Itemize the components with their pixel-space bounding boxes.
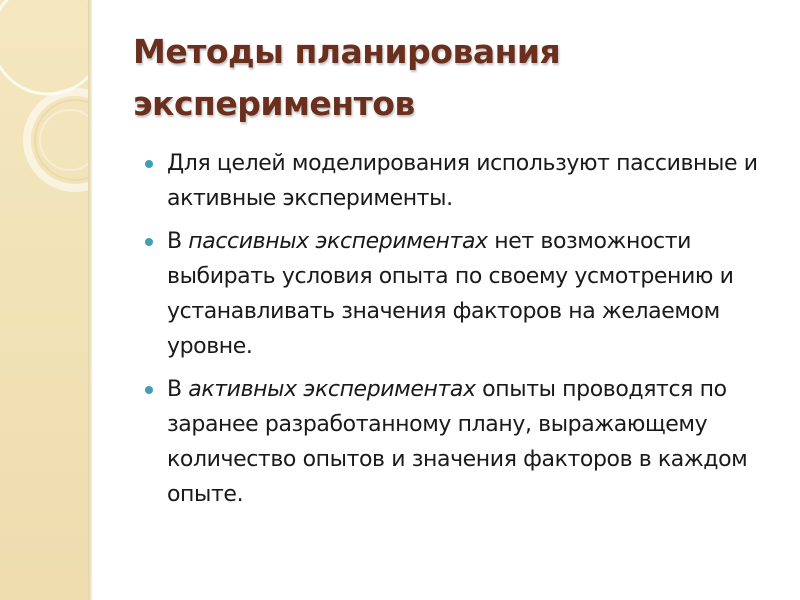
side-decoration-strip [0,0,88,600]
bullet-text-rest: опыты проводятся по заранее разработанному плану, выражающему количество опытов и значения факторов в каждом опыте. [167,377,748,507]
bullet-text: В [167,377,189,402]
bullet-text: В [167,229,189,254]
ring-decoration-icon [0,0,88,600]
bullet-text: Для целей моделирования используют пассивные и активные эксперименты. [167,151,758,211]
bullet-list [145,146,775,520]
bullet-item [145,224,775,364]
bullet-emphasis: пассивных экспериментах [188,229,488,254]
slide-title: Методы планирования экспериментов [133,32,561,123]
bullet-dot-icon [145,386,153,394]
bullet-item [145,372,775,512]
bullet-dot-icon [145,238,153,246]
bullet-item [145,146,775,216]
bullet-text-rest: нет возможности выбирать условия опыта по своему усмотрению и устанавливать значения факторов на желаемом уровне. [167,229,734,359]
side-strip-edge [88,0,92,600]
bullet-dot-icon [145,160,153,168]
bullet-emphasis: активных экспериментах [188,377,476,402]
